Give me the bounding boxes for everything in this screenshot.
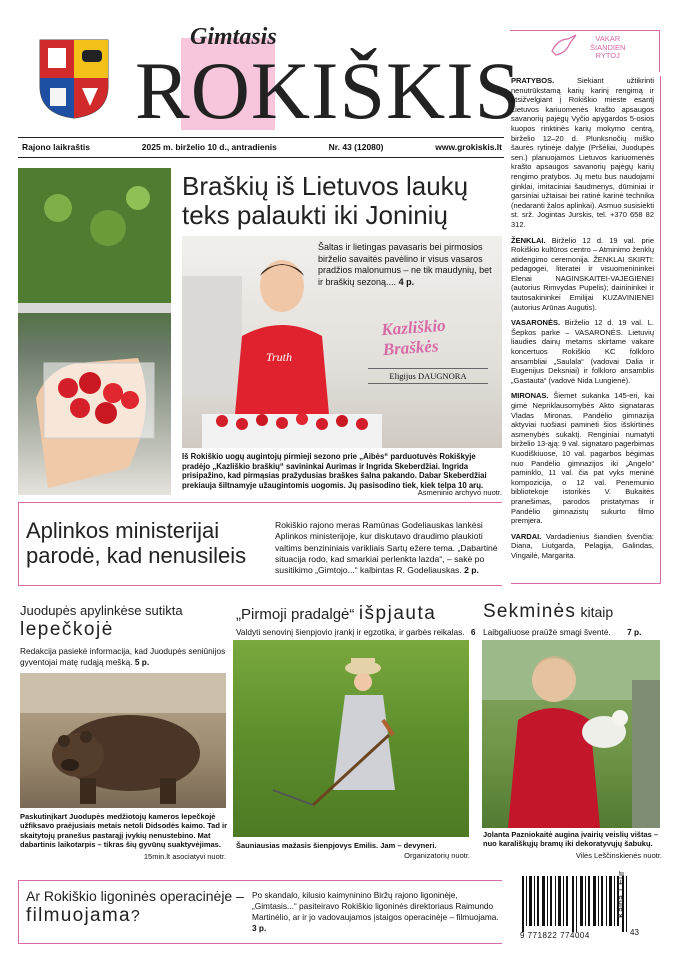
price-label: Kaina 1 Eur [616, 870, 626, 918]
promo-line2: ŠIANDIEN [590, 42, 626, 52]
title-suffix: KIŠKIS [250, 45, 522, 136]
scythe-photo [233, 640, 469, 837]
newspaper-type: Rajono laikraštis [22, 142, 91, 152]
masthead-title [135, 45, 522, 136]
lead-headline: Braškių iš Lietuvos laukų teks palaukti iki Joninių [182, 171, 469, 231]
bear-credit: 15min.lt asociatyvi nuotr. [143, 852, 226, 861]
brand-script: Gimtasis [190, 24, 277, 50]
masthead-info-bar [22, 142, 502, 152]
scythe-headline: „Pirmoji pradalgė“ išpjauta [236, 603, 437, 624]
hospital-headline: Ar Rokiškio ligoninės operacinėje – filmuojama? [26, 888, 244, 926]
scythe-text: Valdyti senovinį šienpjovio įrankį ir egzotika, ir garbės reikalas. 6 [236, 627, 476, 637]
barcode [520, 876, 646, 942]
promo-line1: VAKAR [595, 34, 621, 43]
scythe-caption: Šauniausias mažasis šienpjovys Emilis. Jam – devyneri. [236, 841, 437, 850]
photo-credit: Eligijus DAUGNORA [368, 368, 488, 384]
website-link[interactable]: www.grokiskis.lt [435, 142, 502, 152]
sidebar-item: VARDAI. Vardadienius šiandien švenčia: Diana, Liutgarda, Pelagija, Galindas, Vingailė, Margarita. [511, 531, 654, 560]
barcode-issue-tail: 43 [630, 928, 639, 937]
ministry-text: Rokiškio rajono meras Ramūnas Godeliauskas lankėsi Aplinkos ministerijoje, kur diskutavo draudimo plaukioti valtims benzininiais varikliais Sartų ežere tema. „Dabartinė situacija rodo, kad smarkiai perlenkta lazda“, – sakė po susitikimo „Gimtojo...“ kalbintas R. Godeliauskas. 2 p. [275, 520, 498, 576]
coat-of-arms [38, 38, 110, 120]
masthead-rule-bottom [18, 157, 504, 158]
sidebar-item: VASARONĖS. Birželio 12 d. 19 val. L. Šepkos parke – VASARONĖS. Lietuvių liaudies dainų metams skirtame vakare koncertuos Rokiškio KC folkloro ansambliai „Saulala“ (vadovai Dalia ir Eugenijus Deksniai) ir folkloro ansamblis „Gastauta“ (vadovė Nida Lungienė). [511, 318, 654, 385]
promo-line3: RYTOJ [595, 51, 620, 61]
issue-number: Nr. 43 (12080) [328, 142, 384, 152]
scythe-credit: Organizatorių nuotr. [404, 851, 470, 860]
pentecost-caption: Jolanta Pazniokaitė augina įvairių veislių vištas – nuo karališkųjų bramų iki dekoratyvųjų šabukų. [483, 830, 659, 849]
lead-caption: Iš Rokiškio uogų augintojų pirmieji sezono prie „Aibės“ parduotuvės Rokiškyje pradėjo „Kazliškio braškių“ savininkai Aurimas ir Ingrida Skeberdžiai. Ingrida prisipažino, kad pirmąsias pražydusias braškes šalna pakando. Dabar Skeberdžiai prekiauja šiltnamyje užaugintomis uogomis. Jų pasisodino tiek, kiek telpa 10 arų. [182, 452, 487, 491]
promo-tag [510, 30, 660, 72]
pentecost-photo [482, 640, 660, 828]
ministry-headline: Aplinkos ministerijai parodė, kad nenusileis [26, 518, 247, 569]
pentecost-credit: Vilės Leščinskienės nuotr. [575, 851, 662, 860]
sidebar-item: ŽENKLAI. Birželio 12 d. 19 val. prie Rokiškio kultūros centro – Atminimo ženklų atidengimo ceremonija. ŽENKLAI SKIRTI: pedagogei, literatei ir visuomenininkei Elenai NAGINSKAITEI-VAJEGIENEI (autorius Rimvydas Pupelis); dainininkei ir tautosakininkei Emilijai KUZAVINIENEI (autorius Arūnas Augutis). [511, 235, 654, 312]
bear-headline: Juodupės apylinkėse sutikta lepečkojė [20, 603, 183, 640]
news-sidebar [511, 76, 661, 584]
lead-intro: Šaltas ir lietingas pavasaris bei pirmosios birželio savaitės pavėlino ir visus vasaros pradžios malonumus – ne tik maudynių, bet ir braškių sezoną.... 4 p. [318, 242, 492, 288]
sidebar-item: MIRONAS. Šiemet sukanka 145-eri, kai gimė Nepriklausomybės Akto signataras Vladas Mironas. Pandėlio gimnazija aktyviai ruošiasi paminėti šios išskirtinės asmenybės sukaktį. Renginiai numatyti birželio 13-ąją: 9 val. signataro pagerbimas Kuodiškiuose, 10 val. pagarbos bėgimas nuo Pandėlio gimnazijos iki „Angelo“ paminklo, 11 val. čia pat vyks meninė kompozicija, o 12 val. Penemunio bibliotekoje istorikės V. Bukaitės pranešimas, parodos pristatymas ir Pandėlio gimnazistų sukurto filmo premjera. [511, 391, 655, 526]
barcode-number: 9 771822 774004 [520, 931, 590, 940]
issue-date: 2025 m. birželio 10 d., antradienis [141, 142, 277, 152]
sidebar-item: PRATYBOS. Siekiant užtikrinti nenutrūkstamą karių karinį rengimą ir atsižvelgiant į Rokiškio mieste esantį Lietuvos kariuomenės krašto apsaugos savanorių pajėgų Vyčio apygardos 5-osios kuopos rinktinės karių mokymo centrą, birželio 12–20 d. Plunksnočių miško šaurės rytinėje dalyje (Pršėliai, Juodupės sen.) planuojamos Lietuvos kariuomenės krašto apsaugos savanorių pajėgų karių rengimo pratybos. Jų metu bus naudojami ginklai, imitaciniai šaudmenys, dūminiai ir garsiniai užtaisai bei ratinė karinė technika (nedaranti žalos aplinkai). Asmuo susisiekti st. srž. Jogintas Jurskis, tel. +370 658 82 312. [511, 76, 654, 229]
bear-text: Redakcija pasiekė informacija, kad Juodupės seniūnijos gyventojai matę rudąją mešką. 5 p. [20, 646, 226, 667]
shirt-print: Truth [266, 350, 293, 364]
title-prefix: R [135, 45, 191, 136]
pentecost-text: Laibgaliuose praūžė smagi šventė. 7 p. [483, 627, 642, 637]
bear-photo [20, 673, 226, 808]
strawberry-photo [18, 168, 171, 495]
lead-archive-credit: Asmeninio archyvo nuotr. [417, 488, 502, 497]
stork-icon [548, 31, 578, 61]
vendor-photo [182, 236, 502, 448]
pentecost-headline: Sekminės kitaip [483, 601, 614, 622]
hospital-text: Po skandalo, kilusio kaimyninino Biržų rajono ligoninėje, „Gimtasis...“ pasiteiravo Rokiškio ligoninės direktoriaus Raimundo Martinėlio, ar ir jo vadovaujamos įstaigos operacinėje – filmuojama. 3 p. [252, 890, 499, 933]
title-highlight: O [190, 45, 251, 136]
bear-caption: Paskutinįkart Juodupės medžiotojų kameros lepečkojė užfiksavo praėjusiais metais netoli Didsodės kaimo. Tad ir skaitytojų pranešus pastarąjį įvykių nenustebino. Mat dabartinis laikotarpis – tikras šių gyvūnų suaktyvėjimas. [20, 812, 228, 850]
masthead-rule-top [18, 137, 504, 138]
brand-sign: Kazliškio Braškės [380, 315, 447, 360]
